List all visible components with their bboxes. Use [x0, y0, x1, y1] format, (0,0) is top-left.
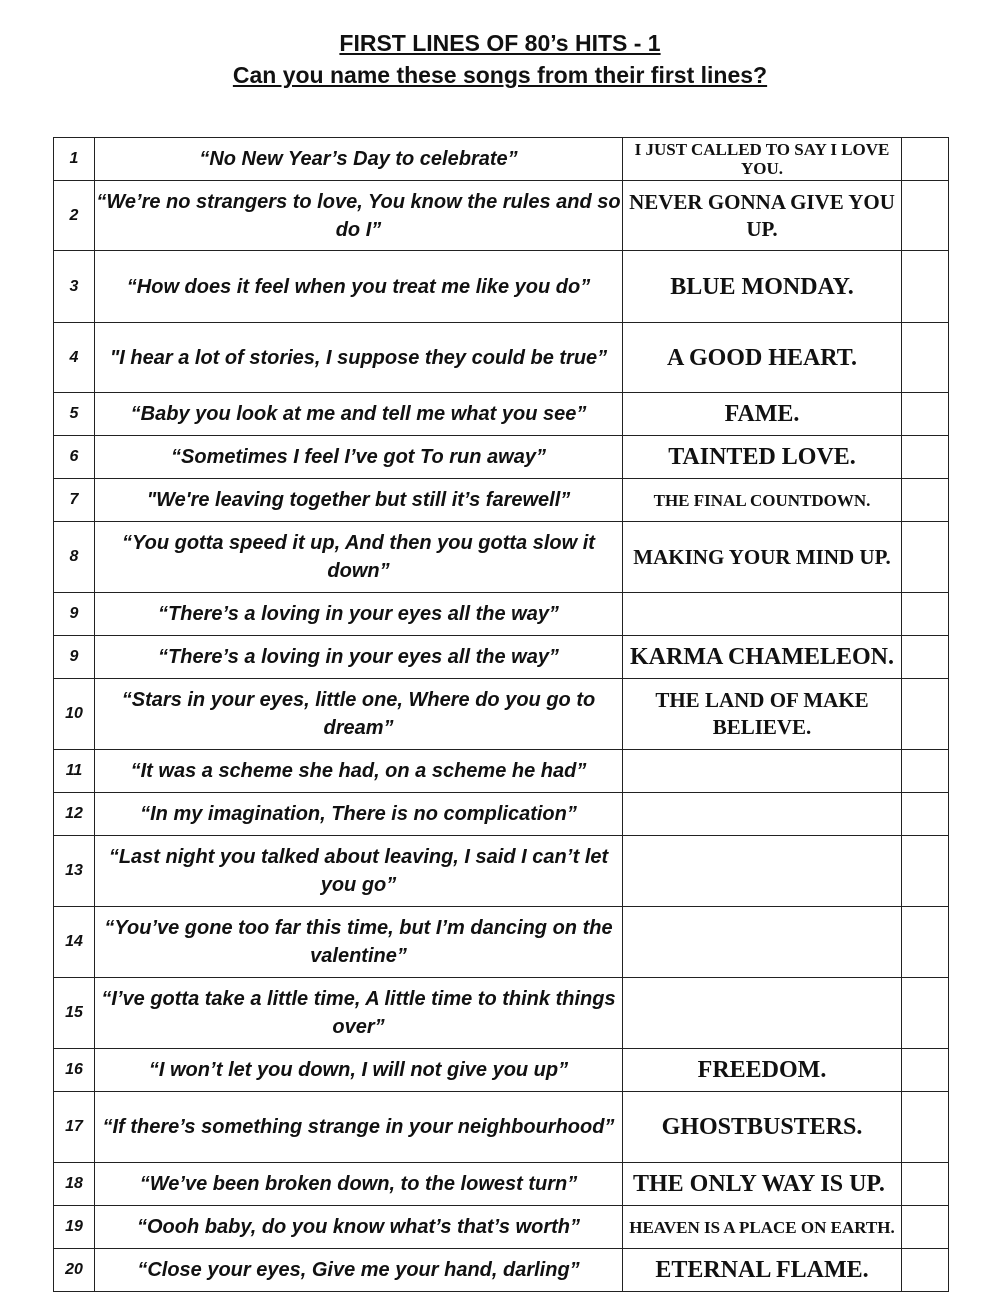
row-number: 16 [54, 1049, 95, 1092]
table-row [54, 251, 949, 323]
table-row [54, 836, 949, 907]
table-row [54, 323, 949, 393]
answer-check-box [902, 1049, 949, 1092]
answer [623, 978, 902, 1049]
page-title: FIRST LINES OF 80’s HITS - 1 [339, 30, 661, 56]
table-row [54, 1049, 949, 1092]
row-number: 20 [54, 1249, 95, 1292]
answer [623, 793, 902, 836]
row-number: 17 [54, 1092, 95, 1163]
answer [623, 836, 902, 907]
answer: THE ONLY WAY IS UP. [623, 1163, 902, 1206]
answer: THE LAND OF MAKE BELIEVE. [623, 679, 902, 750]
row-number: 4 [54, 323, 95, 393]
row-number: 11 [54, 750, 95, 793]
answer [623, 750, 902, 793]
first-line: “We’re no strangers to love, You know the rules and so do I” [95, 181, 623, 251]
table-row [54, 436, 949, 479]
first-line: “I won’t let you down, I will not give you up” [95, 1049, 623, 1092]
table-row [54, 393, 949, 436]
first-line: “Stars in your eyes, little one, Where do you go to dream” [95, 679, 623, 750]
first-line: "We're leaving together but still it’s farewell” [95, 479, 623, 522]
answer: HEAVEN IS A PLACE ON EARTH. [623, 1206, 902, 1249]
answer: GHOSTBUSTERS. [623, 1092, 902, 1163]
answer-check-box [902, 907, 949, 978]
table-row [54, 907, 949, 978]
table-row [54, 1163, 949, 1206]
first-line: “Close your eyes, Give me your hand, darling” [95, 1249, 623, 1292]
answer-check-box [902, 323, 949, 393]
row-number: 3 [54, 251, 95, 323]
table-row [54, 793, 949, 836]
first-line: “You gotta speed it up, And then you gotta slow it down” [95, 522, 623, 593]
row-number: 19 [54, 1206, 95, 1249]
answer-check-box [902, 636, 949, 679]
answer-check-box [902, 181, 949, 251]
answer-check-box [902, 593, 949, 636]
table-row [54, 636, 949, 679]
table-row [54, 1092, 949, 1163]
answer-check-box [902, 436, 949, 479]
answer-check-box [902, 1092, 949, 1163]
table-row [54, 479, 949, 522]
table-row [54, 138, 949, 181]
table-row [54, 978, 949, 1049]
row-number: 13 [54, 836, 95, 907]
first-line: "I hear a lot of stories, I suppose they could be true” [95, 323, 623, 393]
first-line: “Baby you look at me and tell me what you see” [95, 393, 623, 436]
answer-check-box [902, 393, 949, 436]
answer: ETERNAL FLAME. [623, 1249, 902, 1292]
row-number: 10 [54, 679, 95, 750]
row-number: 5 [54, 393, 95, 436]
answer: FREEDOM. [623, 1049, 902, 1092]
first-line: “No New Year’s Day to celebrate” [95, 138, 623, 181]
table-row [54, 593, 949, 636]
answer-check-box [902, 1206, 949, 1249]
table-row [54, 1249, 949, 1292]
first-line: “We’ve been broken down, to the lowest turn” [95, 1163, 623, 1206]
first-line: “Last night you talked about leaving, I said I can’t let you go” [95, 836, 623, 907]
answer [623, 907, 902, 978]
answer-check-box [902, 836, 949, 907]
table-row [54, 750, 949, 793]
row-number: 18 [54, 1163, 95, 1206]
row-number: 2 [54, 181, 95, 251]
row-number: 7 [54, 479, 95, 522]
quiz-table [53, 137, 949, 1292]
first-line: “There’s a loving in your eyes all the way” [95, 636, 623, 679]
answer-check-box [902, 750, 949, 793]
row-number: 14 [54, 907, 95, 978]
answer: I JUST CALLED TO SAY I LOVE YOU. [623, 138, 902, 181]
row-number: 9 [54, 593, 95, 636]
row-number: 6 [54, 436, 95, 479]
answer-check-box [902, 251, 949, 323]
first-line: “You’ve gone too far this time, but I’m dancing on the valentine” [95, 907, 623, 978]
first-line: “Sometimes I feel I’ve got To run away” [95, 436, 623, 479]
answer: A GOOD HEART. [623, 323, 902, 393]
answer-check-box [902, 679, 949, 750]
answer-check-box [902, 1249, 949, 1292]
table-row [54, 181, 949, 251]
answer-check-box [902, 793, 949, 836]
answer-check-box [902, 138, 949, 181]
first-line: “I’ve gotta take a little time, A little time to think things over” [95, 978, 623, 1049]
answer: MAKING YOUR MIND UP. [623, 522, 902, 593]
first-line: “If there’s something strange in your neighbourhood” [95, 1092, 623, 1163]
answer-check-box [902, 522, 949, 593]
row-number: 1 [54, 138, 95, 181]
answer: BLUE MONDAY. [623, 251, 902, 323]
table-row [54, 1206, 949, 1249]
answer-check-box [902, 479, 949, 522]
row-number: 12 [54, 793, 95, 836]
answer [623, 593, 902, 636]
first-line: “In my imagination, There is no complication” [95, 793, 623, 836]
first-line: “Oooh baby, do you know what’s that’s worth” [95, 1206, 623, 1249]
answer: TAINTED LOVE. [623, 436, 902, 479]
answer: FAME. [623, 393, 902, 436]
answer-check-box [902, 1163, 949, 1206]
table-row [54, 679, 949, 750]
row-number: 8 [54, 522, 95, 593]
first-line: “There’s a loving in your eyes all the way” [95, 593, 623, 636]
page-subtitle: Can you name these songs from their first lines? [232, 62, 768, 88]
first-line: “How does it feel when you treat me like you do” [95, 251, 623, 323]
first-line: “It was a scheme she had, on a scheme he had” [95, 750, 623, 793]
row-number: 15 [54, 978, 95, 1049]
table-row [54, 522, 949, 593]
answer: THE FINAL COUNTDOWN. [623, 479, 902, 522]
answer-check-box [902, 978, 949, 1049]
answer: NEVER GONNA GIVE YOU UP. [623, 181, 902, 251]
row-number: 9 [54, 636, 95, 679]
answer: KARMA CHAMELEON. [623, 636, 902, 679]
